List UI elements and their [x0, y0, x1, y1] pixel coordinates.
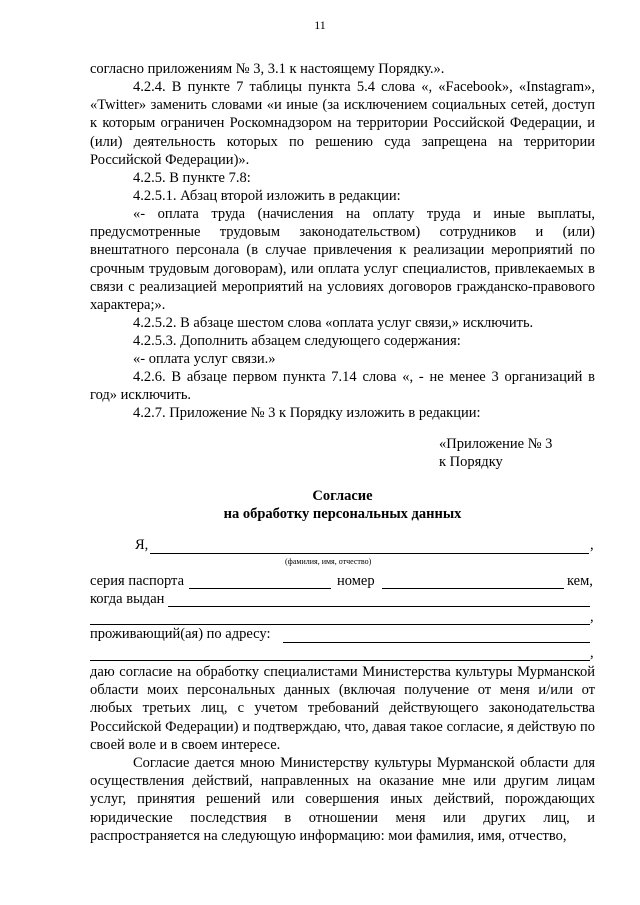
quote-communication: «- оплата услуг связи.» — [133, 351, 276, 367]
paragraph-4-2-4: 4.2.4. В пункте 7 таблицы пункта 5.4 слова «, «Facebook», «Instagram», «Twitter» заменить словами «и иные (за исключением социальных сетей, доступ к которым ограничен Роскомнадзором на территории Российской Федерации, и (или) деятельность которых по решению суда запрещена на территории Российской Федерации)». — [90, 79, 595, 168]
paragraph-4-2-5: 4.2.5. В пункте 7.8: — [133, 170, 251, 186]
ya-label: Я, — [135, 537, 149, 553]
paragraph-4-2-5-2: 4.2.5.2. В абзаце шестом слова «оплата услуг связи,» исключить. — [133, 315, 534, 331]
passport-number-field-line[interactable] — [382, 588, 564, 589]
consent-paragraph-2: Согласие дается мною Министерству культуры Мурманской области для осуществления действий, направленных на оказание мне или другим лицам услуг, принятия решений или совершения иных действий, порождающих юридические последствия в отношении меня или других лиц, и распространяется на следующую информацию: мои фамилия, имя, отчество, — [90, 755, 595, 844]
passport-series-label: серия паспорта — [90, 573, 185, 589]
address-continuation-line[interactable] — [90, 660, 590, 661]
passport-series-field-line[interactable] — [189, 588, 331, 589]
passport-number-label: номер — [337, 573, 375, 589]
appendix-subtitle: к Порядку — [439, 454, 503, 470]
consent-title: Согласие — [312, 488, 373, 504]
paragraph-4-2-5-3: 4.2.5.3. Дополнить абзацем следующего содержания: — [133, 333, 461, 349]
paragraph-continuation: согласно приложениям № 3, 3.1 к настоящему Порядку.». — [90, 61, 445, 77]
issued-continuation-line[interactable] — [90, 624, 590, 625]
consent-subtitle: на обработку персональных данных — [223, 506, 462, 522]
fio-caption: (фамилия, имя, отчество) — [285, 557, 372, 566]
paragraph-4-2-6: 4.2.6. В абзаце первом пункта 7.14 слова «, - не менее 3 организаций в год» исключить. — [90, 369, 595, 404]
quote-labor-payment: «- оплата труда (начисления на оплату труда и иные выплаты, предусмотренные трудовым законодательством) сотрудников и (или) внештатного персонала (в случае привлечения к реализации мероприятий по срочным трудовым договорам), или оплата услуг специалистов, привлекаемых в связи с реализацией мероприятий на условиях договоров гражданско-правового характера;». — [90, 206, 595, 314]
issued-field-line[interactable] — [168, 606, 590, 607]
paragraph-4-2-7: 4.2.7. Приложение № 3 к Порядку изложить в редакции: — [133, 405, 481, 421]
consent-paragraph-1: даю согласие на обработку специалистами Министерства культуры Мурманской области моих персональных данных (включая получение от меня и/или от любых третьих лиц, с учетом требований действующего законодательства Российской Федерации) и подтверждаю, что, давая такое согласие, я действую по своей воле и в своем интересе. — [90, 664, 595, 753]
comma-2: , — [590, 609, 594, 625]
address-field-line[interactable] — [283, 642, 590, 643]
comma-3: , — [590, 645, 594, 661]
address-label: проживающий(ая) по адресу: — [90, 626, 271, 642]
page-number: 11 — [314, 18, 326, 32]
comma: , — [590, 537, 594, 553]
issued-date-label: когда выдан — [90, 591, 165, 607]
appendix-label: «Приложение № 3 — [439, 436, 553, 452]
fio-field-line[interactable] — [150, 553, 589, 554]
issued-by-label: кем, — [567, 573, 593, 589]
paragraph-4-2-5-1: 4.2.5.1. Абзац второй изложить в редакции: — [133, 188, 401, 204]
